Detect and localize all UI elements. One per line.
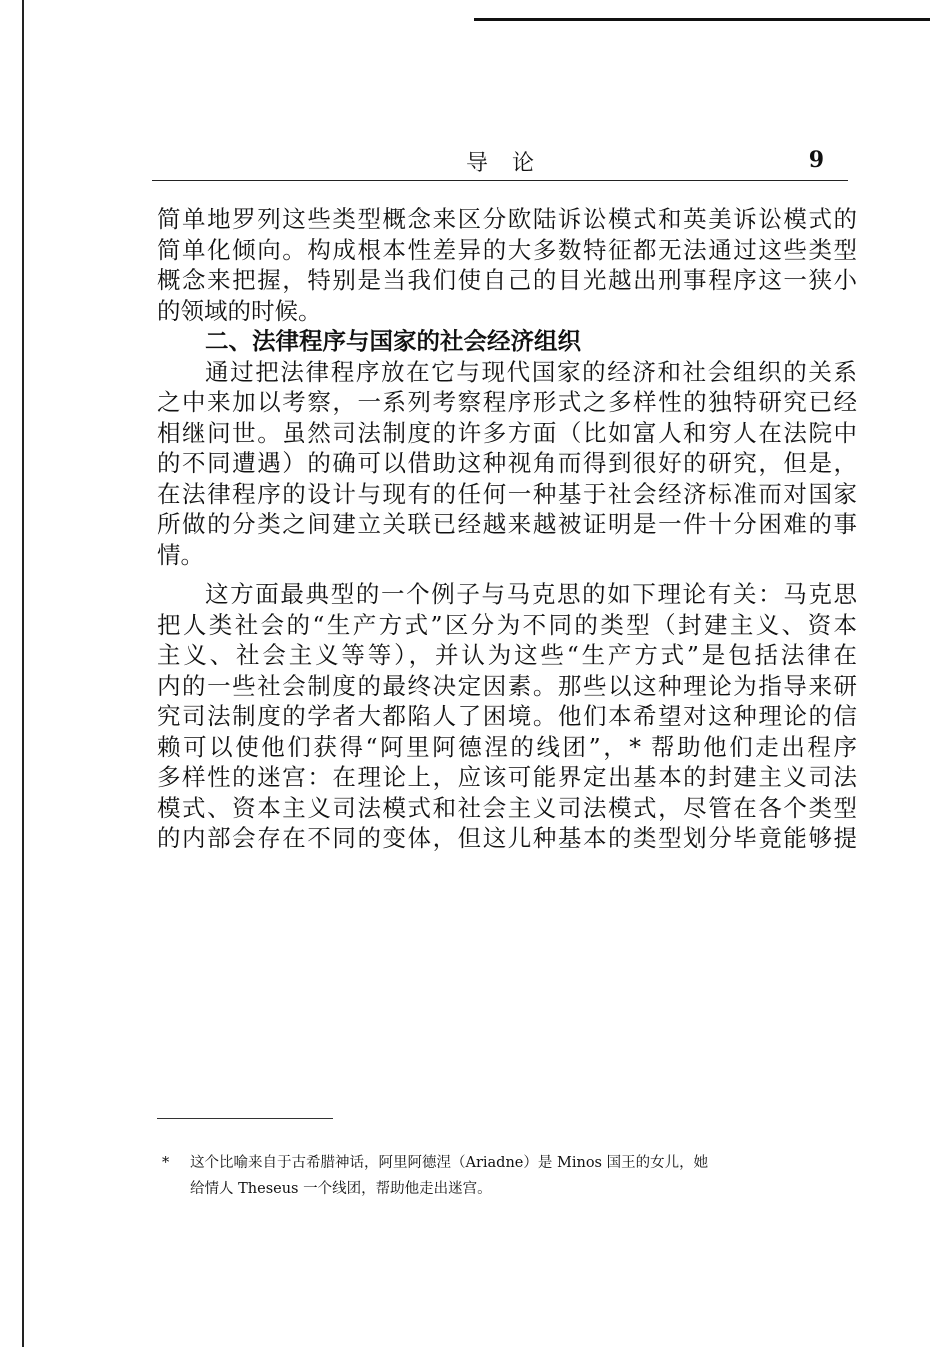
text-line: 相继问世。虽然司法制度的许多方面（比如富人和穷人在法院中: [157, 418, 857, 447]
footnote-line: 这个比喻来自于古希腊神话，阿里阿德涅（Ariadne）是 Minos 国王的女儿，她: [190, 1155, 709, 1171]
footnote-marker: *: [162, 1155, 170, 1171]
text-line: 简单地罗列这些类型概念来区分欧陆诉讼模式和英美诉讼模式的: [157, 205, 857, 233]
text-line: 在法律程序的设计与现有的任何一种基于社会经济标准而对国家: [157, 479, 857, 508]
text-line: 的内部会存在不同的变体，但这儿种基本的类型划分毕竟能够提: [157, 824, 857, 852]
text-line: 的不同遭遇）的确可以借助这种视角而得到很好的研究，但是，: [157, 449, 857, 477]
page-number: 9: [808, 147, 824, 173]
running-title: 导论: [465, 151, 558, 176]
text-line: 究司法制度的学者大都陷人了困境。他们本希望对这种理论的信: [157, 702, 857, 730]
text-line: 概念来把握，特别是当我们使自己的目光越出刑事程序这一狭小: [157, 266, 857, 294]
text-line: 内的一些社会制度的最终决定因素。那些以这种理论为指导来研: [157, 671, 857, 700]
footnote-rule: [157, 1118, 333, 1119]
text-line: 赖可以使他们获得“阿里阿德涅的线团”，* 帮助他们走出程序: [157, 732, 857, 761]
text-line: 简单化倾向。构成根本性差异的大多数特征都无法通过这些类型: [157, 235, 857, 264]
section-heading: 二、法律程序与国家的社会经济组织: [205, 327, 581, 355]
text-line: 情。: [157, 540, 204, 569]
body-text: [157, 204, 857, 854]
footnote: [162, 1150, 860, 1202]
text-line: 把人类社会的“生产方式”区分为不同的类型（封建主义、资本: [157, 610, 857, 639]
text-line: 通过把法律程序放在它与现代国家的经济和社会组织的关系: [205, 357, 857, 386]
text-line: 这方面最典型的一个例子与马克思的如下理论有关：马克思: [205, 580, 857, 608]
running-head: [152, 146, 848, 181]
paragraph-gap: [157, 570, 857, 579]
footnote-line: 给情人 Theseus 一个线团，帮助他走出迷宫。: [190, 1181, 492, 1197]
text-line: 所做的分类之间建立关联已经越来越被证明是一件十分困难的事: [157, 510, 857, 538]
text-line: 主义、社会主义等等），并认为这些“生产方式”是包括法律在: [157, 641, 857, 669]
text-line: 的领域的时候。: [157, 296, 322, 325]
scan-left-edge: [22, 0, 24, 1347]
scan-top-rule: [474, 18, 930, 21]
text-line: 模式、资本主义司法模式和社会主义司法模式，尽管在各个类型: [157, 793, 857, 822]
text-line: 之中来加以考察，一系列考察程序形式之多样性的独特研究已经: [157, 388, 857, 416]
text-line: 多样性的迷宫：在理论上，应该可能界定出基本的封建主义司法: [157, 763, 857, 791]
